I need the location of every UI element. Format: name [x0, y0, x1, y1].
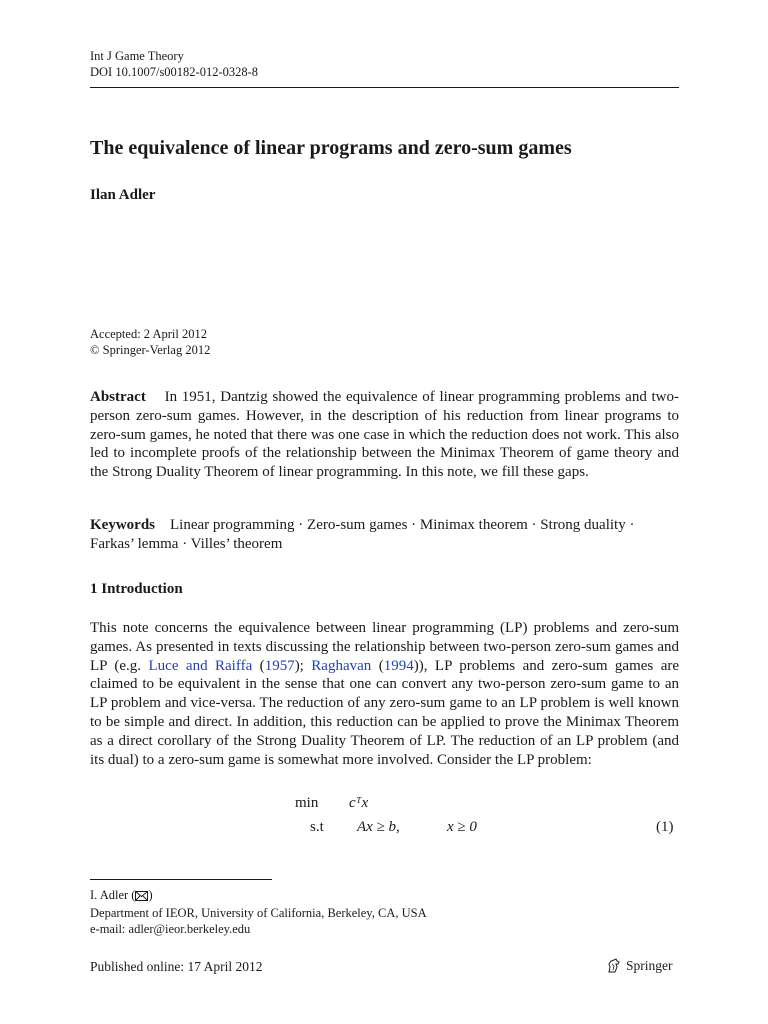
paper-title: The equivalence of linear programs and zero-sum games: [90, 137, 572, 159]
footnote-author-suffix: ): [148, 888, 153, 902]
journal-header: [90, 48, 258, 80]
header-rule: [90, 87, 679, 88]
citation-paren-open-1: (: [252, 657, 265, 674]
publisher-name: Springer: [626, 958, 673, 973]
keywords: [90, 516, 679, 554]
intro-text-1: This note concerns the equivalence between linear programming (LP) problems and zero-sum games. As presented in texts discussing the relationship between two-person zero-sum games and LP (e.g.: [90, 620, 679, 674]
citation-paren-open-2: (: [371, 657, 384, 674]
journal-doi: DOI 10.1007/s00182-012-0328-8: [90, 65, 259, 79]
envelope-icon[interactable]: [135, 889, 148, 905]
accepted-date: Accepted: 2 April 2012: [90, 327, 207, 341]
author-footnote: [90, 887, 427, 937]
equation-number: (1): [656, 819, 674, 835]
copyright-notice: © Springer-Verlag 2012: [90, 343, 211, 357]
abstract: [90, 388, 679, 482]
keywords-label: Keywords: [90, 517, 155, 533]
springer-horse-icon: [606, 958, 622, 974]
citation-year-1957[interactable]: 1957: [264, 657, 295, 674]
journal-name: Int J Game Theory: [90, 49, 184, 63]
citation-raghavan[interactable]: Raghavan: [311, 657, 372, 674]
equation-constraint-1: Ax ≥ b,: [357, 819, 400, 835]
equation-subject-to: s.t: [310, 819, 324, 835]
published-online: Published online: 17 April 2012: [90, 959, 263, 974]
abstract-text: In 1951, Dantzig showed the equivalence of linear programming problems and two-person zero-sum games. However, in the description of his reduction from linear programs to zero-sum games, he noted that there was one case in which the reduction does not work. This also led to incomplete proofs of the relationship between the Minimax Theorem of game theory and the Strong Duality Theorem of linear programming. In this note, we fill these gaps.: [90, 389, 680, 481]
section-heading: 1 Introduction: [90, 581, 183, 597]
intro-paragraph: [90, 619, 679, 769]
keywords-text: Linear programming · Zero-sum games · Minimax theorem · Strong duality · Farkas’ lemma · Villes’ theorem: [90, 517, 635, 552]
citation-separator: );: [294, 657, 312, 674]
equation-min: min: [295, 795, 319, 811]
paper-author: Ilan Adler: [90, 187, 156, 203]
equation-constraint-2: x ≥ 0: [447, 819, 477, 835]
intro-text-2: )), LP problems and zero-sum games are claimed to be equivalent in the sense that one can convert any two-person zero-sum game to an LP problem and vice-versa. The reduction of any zero-sum game to an LP problem is well known to be simple and direct. In addition, this reduction can be applied to prove the Minimax Theorem as a direct corollary of the Strong Duality Theorem of LP. The reduction of an LP problem (and its dual) to a zero-sum game is somewhat more involved. Consider the LP problem:: [90, 657, 680, 768]
footnote-affiliation: Department of IEOR, University of California, Berkeley, CA, USA: [90, 906, 427, 920]
citation-luce-raiffa[interactable]: Luce and Raiffa: [148, 657, 253, 674]
footnote-author-line: [90, 887, 427, 905]
publication-history: [90, 326, 210, 358]
equation-objective: cᵀx: [349, 795, 369, 811]
publisher-logo: [606, 958, 673, 974]
citation-year-1994[interactable]: 1994: [383, 657, 414, 674]
abstract-label: Abstract: [90, 389, 146, 405]
footnote-author-prefix: I. Adler (: [90, 888, 136, 902]
footnote-rule: [90, 879, 272, 880]
footnote-email[interactable]: e-mail: adler@ieor.berkeley.edu: [90, 922, 251, 936]
